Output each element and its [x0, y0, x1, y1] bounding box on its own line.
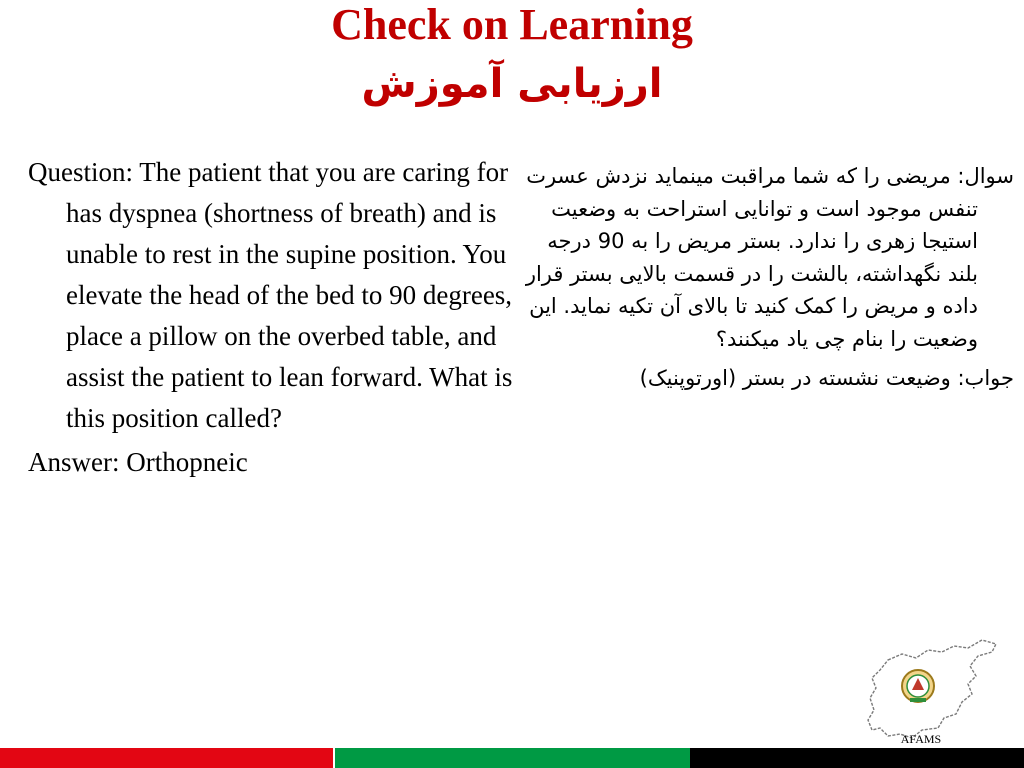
- dari-question: سوال: مریضی را که شما مراقبت مینماید نزدش عسرت تنفس موجود است و توانایی استراحت به وضعیت استیجا زهری را ندارد. بستر مریض را به 90 درجه بلند نگهداشته، بالشت را در قسمت بالایی بستر قرار داده و مریض را کمک کنید تا بالای آن تکیه نماید. این وضعیت را بنام چی یاد میکنند؟: [525, 164, 1014, 351]
- slide-subtitle: ارزیابی آموزش: [361, 61, 663, 107]
- flag-bar-black: [690, 748, 1024, 768]
- english-answer: Answer: Orthopneic: [28, 447, 248, 477]
- slide-title: Check on Learning: [331, 0, 693, 49]
- english-column: [28, 152, 513, 483]
- english-question: Question: The patient that you are caring for has dyspnea (shortness of breath) and is unable to rest in the supine position. You elevate the head of the bed to 90 degrees, place a pillow on the overbed table, and assist the patient to lean forward. What is this position called?: [28, 157, 513, 433]
- dari-column: [520, 160, 1014, 394]
- flag-bar-red: [0, 748, 333, 768]
- dari-answer: جواب: وضیعت نشسته در بستر (اورتوپنیک): [639, 365, 1014, 390]
- logo-caption: AFAMS: [900, 732, 942, 746]
- flag-bar-green: [335, 748, 690, 768]
